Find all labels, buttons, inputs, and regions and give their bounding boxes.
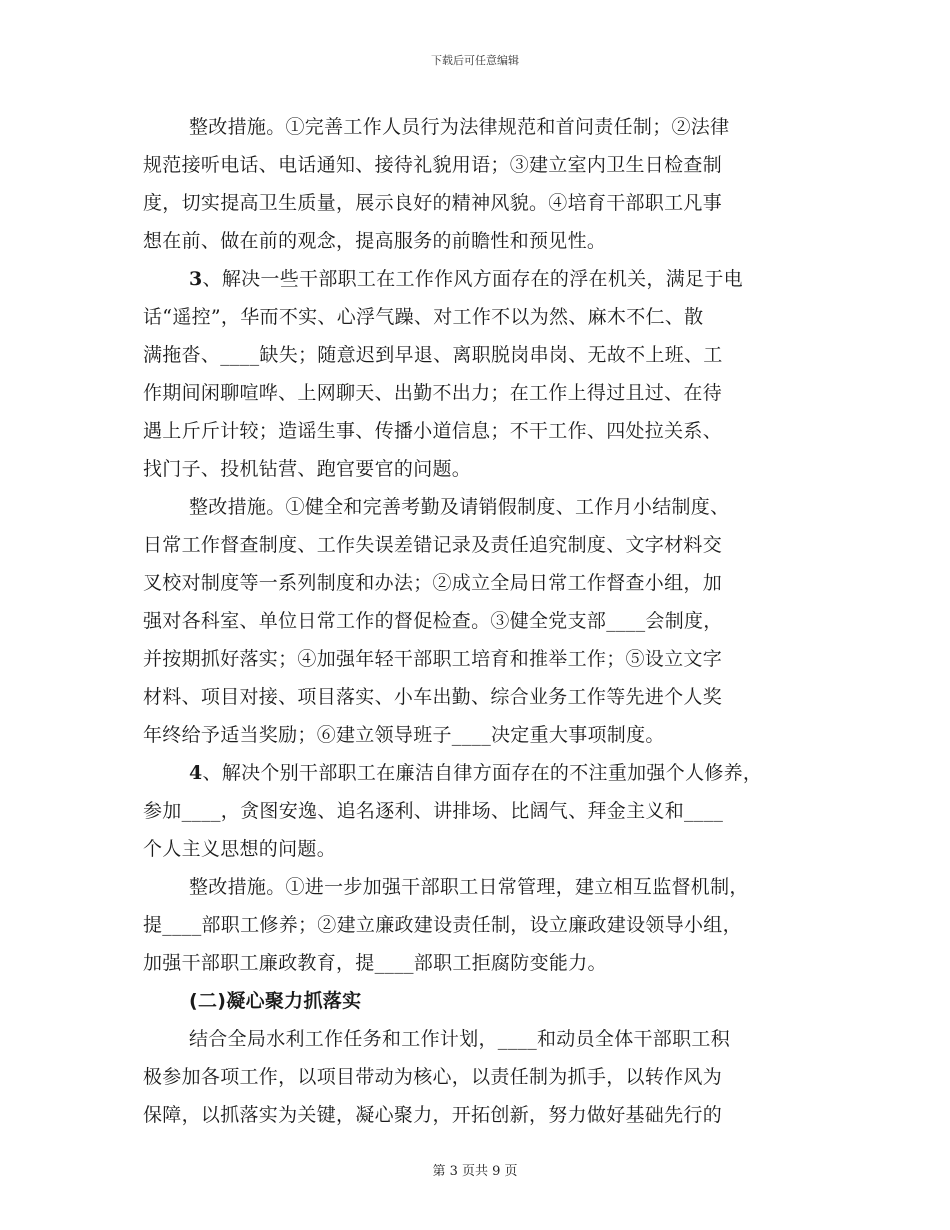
line-text: 加强干部职工廉政教育，提____部职工拒腐防变能力。 bbox=[143, 952, 607, 974]
item-number: 3 bbox=[189, 268, 203, 290]
paragraph-line bbox=[143, 108, 813, 146]
line-text: 、解决个别干部职工在廉洁自律方面存在的不注重加强个人修养， bbox=[202, 762, 763, 784]
line-text: 度，切实提高卫生质量，展示良好的精神风貌。④培育干部职工凡事 bbox=[143, 192, 723, 214]
paragraph-line bbox=[143, 298, 813, 336]
line-text: 整改措施。①完善工作人员行为法律规范和首问责任制；②法律 bbox=[189, 116, 730, 138]
paragraph-line bbox=[143, 412, 813, 450]
section-heading bbox=[143, 982, 813, 1020]
line-text: 、解决一些干部职工在工作作风方面存在的浮在机关，满足于电 bbox=[202, 268, 743, 290]
line-text: 材料、项目对接、项目落实、小车出勤、综合业务工作等先进个人奖 bbox=[143, 686, 723, 708]
paragraph-line bbox=[143, 602, 813, 640]
paragraph-line bbox=[143, 564, 813, 602]
line-text: 强对各科室、单位日常工作的督促检查。③健全党支部____会制度， bbox=[143, 610, 723, 632]
paragraph-line bbox=[143, 868, 813, 906]
line-text: 叉校对制度等一系列制度和办法；②成立全局日常工作督查小组，加 bbox=[143, 572, 723, 594]
item-number: 4 bbox=[189, 762, 203, 784]
line-text: 整改措施。①健全和完善考勤及请销假制度、工作月小结制度、 bbox=[189, 496, 730, 518]
line-text: 结合全局水利工作任务和工作计划，____和动员全体干部职工积 bbox=[189, 1028, 731, 1050]
paragraph-line bbox=[143, 374, 813, 412]
document-body bbox=[143, 108, 813, 1134]
paragraph-line bbox=[143, 450, 813, 488]
paragraph-line bbox=[143, 754, 813, 792]
paragraph-line bbox=[143, 1096, 813, 1134]
line-text: (二)凝心聚力抓落实 bbox=[189, 990, 362, 1012]
paragraph-line bbox=[143, 640, 813, 678]
line-text: 提____部职工修养；②建立廉政建设责任制，设立廉政建设领导小组， bbox=[143, 914, 742, 936]
paragraph-line bbox=[143, 906, 813, 944]
paragraph-line bbox=[143, 488, 813, 526]
paragraph-line bbox=[143, 222, 813, 260]
paragraph-line bbox=[143, 336, 813, 374]
paragraph-line bbox=[143, 678, 813, 716]
line-text: 日常工作督查制度、工作失误差错记录及责任追究制度、文字材料交 bbox=[143, 534, 723, 556]
paragraph-line bbox=[143, 830, 813, 868]
paragraph-line bbox=[143, 260, 813, 298]
line-text: 想在前、做在前的观念，提高服务的前瞻性和预见性。 bbox=[143, 230, 607, 252]
line-text: 年终给予适当奖励；⑥建立领导班子____决定重大事项制度。 bbox=[143, 724, 665, 746]
page-header: 下载后可任意编辑 bbox=[431, 54, 519, 67]
line-text: 规范接听电话、电话通知、接待礼貌用语；③建立室内卫生日检查制 bbox=[143, 154, 723, 176]
paragraph-line bbox=[143, 792, 813, 830]
paragraph-line bbox=[143, 184, 813, 222]
line-text: 遇上斤斤计较；造谣生事、传播小道信息；不干工作、四处拉关系、 bbox=[143, 420, 723, 442]
line-text: 个人主义思想的问题。 bbox=[143, 838, 337, 860]
paragraph-line bbox=[143, 1058, 813, 1096]
line-text: 话“遥控”，华而不实、心浮气躁、对工作不以为然、麻木不仁、散 bbox=[143, 306, 704, 328]
paragraph-line bbox=[143, 146, 813, 184]
line-text: 参加____，贪图安逸、追名逐利、讲排场、比阔气、拜金主义和____ bbox=[143, 800, 724, 822]
line-text: 作期间闲聊喧哗、上网聊天、出勤不出力；在工作上得过且过、在待 bbox=[143, 382, 723, 404]
paragraph-line bbox=[143, 944, 813, 982]
page-footer: 第 3 页共 9 页 bbox=[432, 1164, 518, 1179]
line-text: 整改措施。①进一步加强干部职工日常管理，建立相互监督机制， bbox=[189, 876, 749, 898]
line-text: 极参加各项工作，以项目带动为核心，以责任制为抓手，以转作风为 bbox=[143, 1066, 723, 1088]
paragraph-line bbox=[143, 1020, 813, 1058]
paragraph-line bbox=[143, 526, 813, 564]
line-text: 满拖沓、____缺失；随意迟到早退、离职脱岗串岗、无故不上班、工 bbox=[143, 344, 723, 366]
paragraph-line bbox=[143, 716, 813, 754]
line-text: 并按期抓好落实；④加强年轻干部职工培育和推举工作；⑤设立文字 bbox=[143, 648, 723, 670]
line-text: 找门子、投机钻营、跑官要官的问题。 bbox=[143, 458, 472, 480]
line-text: 保障，以抓落实为关键，凝心聚力，开拓创新，努力做好基础先行的 bbox=[143, 1104, 723, 1126]
